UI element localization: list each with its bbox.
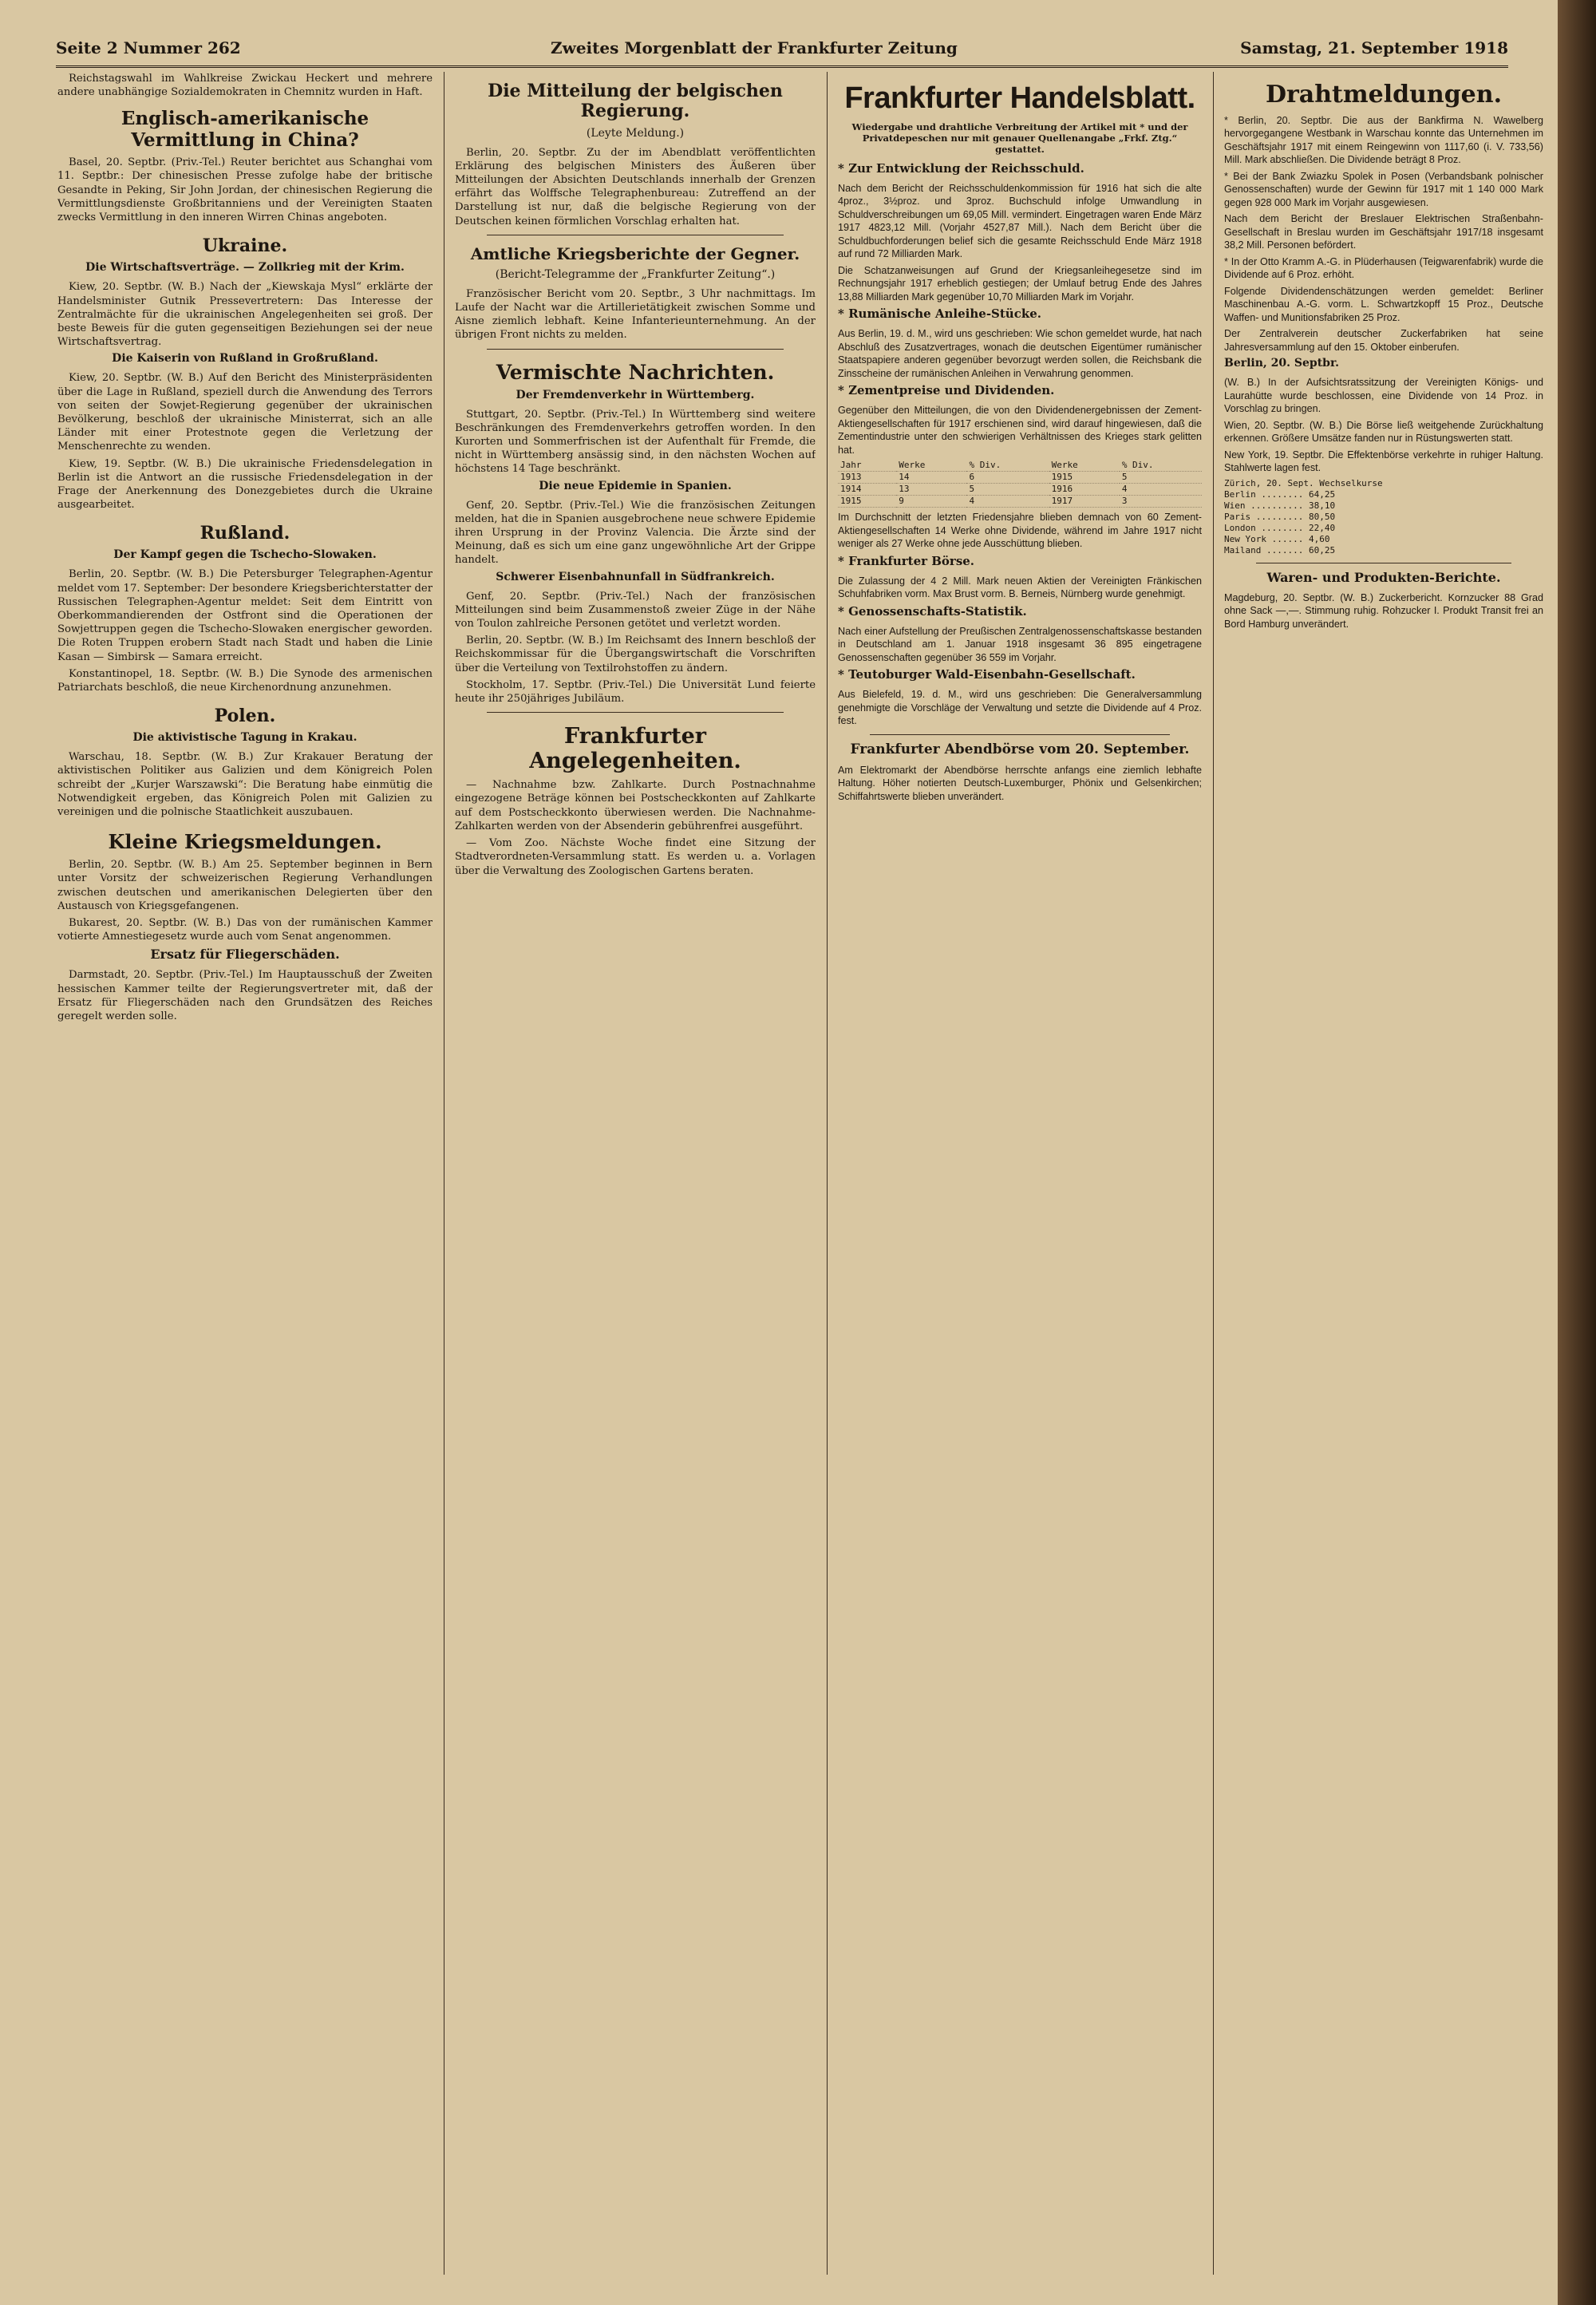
article-headline: * Frankfurter Börse. [838, 553, 975, 568]
article-paragraph: Warschau, 18. Septbr. (W. B.) Zur Krakauer Beratung der aktivistischen Politiker aus Galizien und dem Königreich Polen schreibt der „Kurjer Warszawski“: Die Beratung habe einmütig die Notwendigkeit ergeben, das Königreich Polen mit Galizien zu vereinigen und die polnische Staatlichkeit auszubauen. [57, 751, 433, 818]
table-cell: 1915 [838, 496, 896, 508]
article-paragraph: Nach dem Bericht der Reichsschuldenkommission für 1916 hat sich die alte 4proz., 3½proz. und 3proz. Buchschuld infolge Umwandlung in Schuldverschreibungen um 69,05 Mill. vermindert. Eingetragen waren Ende März 1917 4823,12 Mill. (Vorjahr 4527,87 Mill.). Nach dem Bericht über die Schuldbuchforderungen belief sich die gesamte Reichsschuld Ende März 1918 auf rund 72 Milliarden Mark. [838, 182, 1202, 260]
paper-title: Zweites Morgenblatt der Frankfurter Zeitung [551, 38, 958, 57]
subheading: Die Kaiserin von Rußland in Großrußland. [112, 352, 378, 366]
subheading: Die neue Epidemie in Spanien. [539, 479, 732, 492]
article-paragraph: Kiew, 20. Septbr. (W. B.) Auf den Bericht des Ministerpräsidenten über die Lage in Rußland, speziell durch die Anwendung des Terrors von seiten der Sowjet-Regierung gegenüber der ukrainischen Bevölkerung, beschloß der ukrainische Ministerrat, sich an alle Länder mit einer Protestnote gegen die Verletzung der Menschenrechte zu wenden. [57, 372, 433, 453]
article-paragraph: Stockholm, 17. Septbr. (Priv.-Tel.) Die Universität Lund feierte heute ihr 250jähriges Jubiläum. [455, 678, 816, 706]
masthead [56, 32, 1508, 68]
column-4 [1224, 72, 1543, 2275]
table-cell: 1917 [1049, 496, 1120, 508]
subheading: Der Kampf gegen die Tschecho-Slowaken. [113, 548, 377, 562]
article-paragraph: Bukarest, 20. Septbr. (W. B.) Das von der rumänischen Kammer votierte Amnestiegesetz wurde auch vom Senat angenommen. [57, 917, 433, 943]
article-paragraph: Darmstadt, 20. Septbr. (Priv.-Tel.) Im Hauptausschuß der Zweiten hessischen Kammer teilte der Regierungsvertreter mit, daß der Ersatz für Fliegerschäden nach den Grundsätzen des Reiches geregelt werden solle. [57, 969, 433, 1023]
article-paragraph: Kiew, 19. Septbr. (W. B.) Die ukrainische Friedensdelegation in Berlin ist die Antwort an die russische Friedensdelegation in der Frage der Anerkennung des Donezgebietes durch die Ukraine ausgearbeitet. [57, 457, 433, 512]
table-cell: 9 [896, 496, 966, 508]
table-row [838, 472, 1202, 484]
column-rule [1213, 72, 1214, 2275]
table-cell: 1915 [1049, 472, 1120, 484]
table-header-cell: Werke [896, 460, 966, 472]
article-paragraph: Aus Berlin, 19. d. M., wird uns geschrieben: Wie schon gemeldet wurde, hat nach Abschluß des Zusatzvertrages, wonach die deutschen Eigentümer rumänischer Staatspapiere anderen gegenüber bevorzugt werden sollen, die Reichsbank die Zinsscheine der rumänischen Anleihen in Verwahrung genommen. [838, 328, 1202, 379]
section-masthead: Drahtmeldungen. [1265, 81, 1503, 109]
section-heading: Frankfurter Angelegenheiten. [529, 724, 741, 774]
article-paragraph: * Bei der Bank Zwiazku Spolek in Posen (Verbandsbank polnischer Genossenschaften) wurde der Gewinn für 1917 mit 1 140 000 Mark gegen 928 000 Mark im Vorjahr ausgewiesen. [1224, 170, 1543, 208]
section-heading: Vermischte Nachrichten. [496, 360, 775, 384]
headline: Englisch-amerikanische Vermittlung in China? [120, 108, 369, 151]
table-row [838, 484, 1202, 496]
table-cell: 4 [966, 496, 1049, 508]
table-cell: 5 [1120, 472, 1202, 484]
article-paragraph: Aus Bielefeld, 19. d. M., wird uns geschrieben: Die Generalversammlung genehmigte die Vorschläge der Verwaltung und setzte die Dividende auf 4 Proz. fest. [838, 689, 1202, 727]
article-paragraph: Im Durchschnitt der letzten Friedensjahre blieben demnach von 60 Zement-Aktiengesellschaften 14 Werke ohne Dividende, während im Jahre 1917 nicht weniger als 27 Werke ohne jede Ausschüttung blieben. [838, 512, 1202, 550]
table-cell: 13 [896, 484, 966, 496]
article-paragraph: — Nachnahme bzw. Zahlkarte. Durch Postnachnahme eingezogene Beträge können bei Postscheckkonten auf Zahlkarte auf dem Postscheckkonto überwiesen werden. Die Nachnahme-Zahlkarten werden von der Absenderin gebührenfrei ausgeführt. [455, 779, 816, 832]
article-headline: Waren- und Produkten-Berichte. [1266, 569, 1501, 585]
article-headline: * Teutoburger Wald-Eisenbahn-Gesellschaft. [838, 667, 1136, 682]
headline: Die Mitteilung der belgischen Regierung. [488, 81, 783, 122]
issue-date: Samstag, 21. September 1918 [1240, 38, 1508, 57]
article-paragraph: Französischer Bericht vom 20. Septbr., 3 Uhr nachmittags. Im Laufe der Nacht war die Artillerietätigkeit zwischen Somme und Aisne ziemlich lebhaft. Keine Infanterieunternehmung. An der übrigen Front nichts zu melden. [455, 287, 816, 342]
page-edge [1558, 0, 1596, 2305]
section-heading: Ukraine. [202, 235, 288, 257]
table-cell: 6 [966, 472, 1049, 484]
article-paragraph: — Vom Zoo. Nächste Woche findet eine Sitzung der Stadtverordneten-Versammlung statt. Es werden u. a. Vorlagen über die Verwaltung des Zoologischen Gartens beraten. [455, 837, 816, 877]
article-paragraph: Genf, 20. Septbr. (Priv.-Tel.) Nach der französischen Mitteilungen sind beim Zusammenstoß zweier Züge in der Nähe von Toulon zahlreiche Personen getötet und verletzt worden. [455, 590, 816, 631]
table-cell: 3 [1120, 496, 1202, 508]
table-cell: 14 [896, 472, 966, 484]
table-cell: 5 [966, 484, 1049, 496]
column-2 [455, 72, 816, 2275]
article-paragraph: New York, 19. Septbr. Die Effektenbörse verkehrte in ruhiger Haltung. Stahlwerte lagen fest. [1224, 449, 1543, 473]
table-header-cell: % Div. [966, 460, 1049, 472]
article-paragraph: Nach einer Aufstellung der Preußischen Zentralgenossenschaftskasse bestanden in Deutschland am 1. Januar 1918 insgesamt 36 895 eingetragene Genossenschaften gegenüber 36 559 im Vorjahr. [838, 625, 1202, 663]
article-headline: * Genossenschafts-Statistik. [838, 603, 1027, 619]
table-row [838, 496, 1202, 508]
article-paragraph: Stuttgart, 20. Septbr. (Priv.-Tel.) In Württemberg sind weitere Beschränkungen des Fremdenverkehrs getroffen worden. In den Kurorten und Sommerfrischen ist der Aufenthalt für Fremde, die nicht in Württemberg ansässig sind, in den nächsten Wochen auf höchstens 14 Tage beschränkt. [455, 408, 816, 476]
article-headline: Berlin, 20. Septbr. [1224, 357, 1339, 370]
article-paragraph: Wien, 20. Septbr. (W. B.) Die Börse ließ weitgehende Zurückhaltung erkennen. Größere Umsätze fanden nur in Rüstungswerten statt. [1224, 419, 1543, 444]
article-paragraph: Berlin, 20. Septbr. (W. B.) Am 25. September beginnen in Bern unter Vorsitz der schweizerischen Regierung Verhandlungen zwischen deutschen und amerikanischen Delegierten über den Austausch von Kriegsgefangenen. [57, 859, 433, 912]
table-header-row [838, 460, 1202, 472]
article-paragraph: Folgende Dividendenschätzungen werden gemeldet: Berliner Maschinenbau A.-G. vorm. L. Schwartzkopff 15 Proz., Deutsche Waffen- und Munitionsfabriken 25 Proz. [1224, 285, 1543, 323]
column-3 [838, 72, 1202, 2275]
article-paragraph: Reichstagswahl im Wahlkreise Zwickau Heckert und mehrere andere unabhängige Sozialdemokraten in Chemnitz wurden in Haft. [57, 73, 433, 99]
table-header-cell: % Div. [1120, 460, 1202, 472]
divider [487, 349, 784, 350]
article-paragraph: Basel, 20. Septbr. (Priv.-Tel.) Reuter berichtet aus Schanghai vom 11. Septbr.: Der chinesischen Presse zufolge habe der britische Gesandte in Peking, Sir John Jordan, der chinesischen Regierung die Vermittlungsdienste Großbritanniens und der Vereinigten Staaten zwecks Vermittlung in den inneren Wirren Chinas angeboten. [57, 156, 433, 224]
article-headline: * Rumänische Anleihe-Stücke. [838, 306, 1041, 322]
article-paragraph: Am Elektromarkt der Abendbörse herrschte anfangs eine ziemlich lebhafte Haltung. Höher notierten Deutsch-Luxemburger, Phönix und Gelsenkirchen; Schiffahrtswerte blieben unverändert. [838, 764, 1202, 802]
page-number: Seite 2 Nummer 262 [56, 38, 241, 57]
article-paragraph: Kiew, 20. Septbr. (W. B.) Nach der „Kiewskaja Mysl“ erklärte der Handelsminister Gutnik Pressevertretern: Das Interesse der Zentralmächte für die ukrainischen Angelegenheiten sei groß. Der beste Beweis für die guten gegenseitigen Beziehungen sei der neue Wirtschaftsvertrag. [57, 281, 433, 349]
article-headline: * Zementpreise und Dividenden. [838, 383, 1055, 398]
article-paragraph: (W. B.) In der Aufsichtsratssitzung der Vereinigten Königs- und Laurahütte wurde beschlossen, eine Dividende von 14 Proz. in Vorschlag zu bringen. [1224, 377, 1543, 414]
table-cell: 1916 [1049, 484, 1120, 496]
article-paragraph: * Berlin, 20. Septbr. Die aus der Bankfirma N. Wawelberg hervorgegangene Westbank in Warschau konnte das Unternehmen im Geschäftsjahr 1917 mit einem Reingewinn von 1117,60 (i. V. 733,56) Mill. Mark abschließen. Die Dividende beträgt 8 Proz. [1224, 114, 1543, 165]
column-rule [827, 72, 828, 2275]
article-paragraph: Die Zulassung der 4 2 Mill. Mark neuen Aktien der Vereinigten Fränkischen Schuhfabriken vorm. Max Brust vorm. B. Berneis, Nürnberg wurde genehmigt. [838, 575, 1202, 600]
exchange-rate-listing: Zürich, 20. Sept. Wechselkurse Berlin ........ 64,25 Wien .......... 38,10 Paris ......... 80,50 London ........ 22,40 New York ...... 4,60 Mailand ....... 60,25 [1224, 477, 1383, 555]
table-cell: 1913 [838, 472, 896, 484]
article-paragraph: Berlin, 20. Septbr. Zu der im Abendblatt veröffentlichten Erklärung des belgischen Ministers des Äußeren über Mitteilungen der Absichten Deutschlands innerhalb der Grenzen erfährt das Wolffsche Telegraphenbureau: Zutreffend an der Darstellung ist nur, daß die belgische Regierung von der Deutschen keinen förmlichen Vorschlag erhalten hat. [455, 146, 816, 227]
subheading: (Bericht-Telegramme der „Frankfurter Zeitung“.) [495, 267, 776, 281]
article-paragraph: Nach dem Bericht der Breslauer Elektrischen Straßenbahn-Gesellschaft in Breslau wurden im Geschäftsjahr 1917/18 insgesamt 38,2 Mill. Personen befördert. [1224, 213, 1543, 251]
section-heading: Rußland. [200, 523, 290, 544]
subheading: (Leyte Meldung.) [586, 126, 685, 140]
article-paragraph: Gegenüber den Mitteilungen, die von den Dividendenergebnissen der Zement-Aktiengesellschaften für 1917 erschienen sind, wird darauf hingewiesen, daß die Zementindustrie unter den schwierigen Verhältnissen des Krieges stark gelitten hat. [838, 405, 1202, 456]
article-headline: * Zur Entwicklung der Reichsschuld. [838, 160, 1084, 176]
article-paragraph: Genf, 20. Septbr. (Priv.-Tel.) Wie die französischen Zeitungen melden, hat die in Spanien ausgebrochene neue schwere Epidemie ihren Ursprung in der Provinz Valencia. Die Ärzte sind der Meinung, daß es sich um eine ganz ungewöhnliche Art der Grippe handelt. [455, 499, 816, 567]
table-header-cell: Werke [1049, 460, 1120, 472]
subheading: Der Fremdenverkehr in Württemberg. [516, 388, 755, 401]
reprint-notice: Wiedergabe und drahtliche Verbreitung der Artikel mit * und der Privatdepeschen nur mit genauer Quellenangabe „Frkf. Ztg.“ gestattet. [851, 121, 1188, 155]
section-heading: Polen. [214, 706, 276, 727]
divider [487, 712, 784, 713]
table-header-cell: Jahr [838, 460, 896, 472]
section-heading: Kleine Kriegsmeldungen. [108, 830, 382, 854]
table-cell: 4 [1120, 484, 1202, 496]
article-paragraph: Konstantinopel, 18. Septbr. (W. B.) Die Synode des armenischen Patriarchats beschloß, die neue Kirchenordnung anzunehmen. [57, 667, 433, 694]
subheading: Die aktivistische Tagung in Krakau. [132, 731, 358, 745]
subheading: Schwerer Eisenbahnunfall in Südfrankreich. [496, 570, 775, 583]
subheading: Ersatz für Fliegerschäden. [150, 947, 340, 963]
table-cell: 1914 [838, 484, 896, 496]
article-paragraph: Berlin, 20. Septbr. (W. B.) Die Petersburger Telegraphen-Agentur meldet vom 17. September: Der besondere Kriegsberichterstatter der Russischen Telegraphen-Agentur meldet: Seit dem Eintritt von Oberkommandierenden der Ostfront sind die Operationen der Sowjettruppen gegen die Tschecho-Slowaken energischer geworden. Die Roten Truppen erobern Stadt nach Stadt und haben die Linie Kasan — Simbirsk — Samara erreicht. [57, 568, 433, 663]
article-paragraph: Magdeburg, 20. Septbr. (W. B.) Zuckerbericht. Kornzucker 88 Grad ohne Sack —,—. Stimmung ruhig. Rohzucker I. Produkt Transit frei an Bord Hamburg unverändert. [1224, 591, 1543, 630]
article-headline: Frankfurter Abendbörse vom 20. September. [850, 741, 1190, 757]
headline: Amtliche Kriegsberichte der Gegner. [470, 243, 800, 263]
article-paragraph: Berlin, 20. Septbr. (W. B.) Im Reichsamt des Innern beschloß der Reichskommissar für die Übergangswirtschaft die Vorschriften über die Verteilung von Textilrohstoffen zu ändern. [455, 635, 816, 674]
section-masthead: Frankfurter Handelsblatt. [844, 81, 1195, 115]
divider [870, 734, 1170, 735]
dividend-table [838, 460, 1202, 508]
column-1 [57, 72, 433, 2275]
article-paragraph: Die Schatzanweisungen auf Grund der Kriegsanleihegesetze sind im Rechnungsjahr 1917 erheblich gestiegen; der Umlauf betrug Ende des Jahres 13,88 Milliarden Mark gegenüber 10,70 Milliarden Mark im Vorjahr. [838, 264, 1202, 302]
article-paragraph: Der Zentralverein deutscher Zuckerfabriken hat seine Jahresversammlung auf den 15. Oktober einberufen. [1224, 328, 1543, 353]
subheading: Die Wirtschaftsverträge. — Zollkrieg mit der Krim. [85, 261, 405, 275]
article-paragraph: * In der Otto Kramm A.-G. in Plüderhausen (Teigwarenfabrik) wurde die Dividende auf 6 Proz. erhöht. [1224, 255, 1543, 280]
